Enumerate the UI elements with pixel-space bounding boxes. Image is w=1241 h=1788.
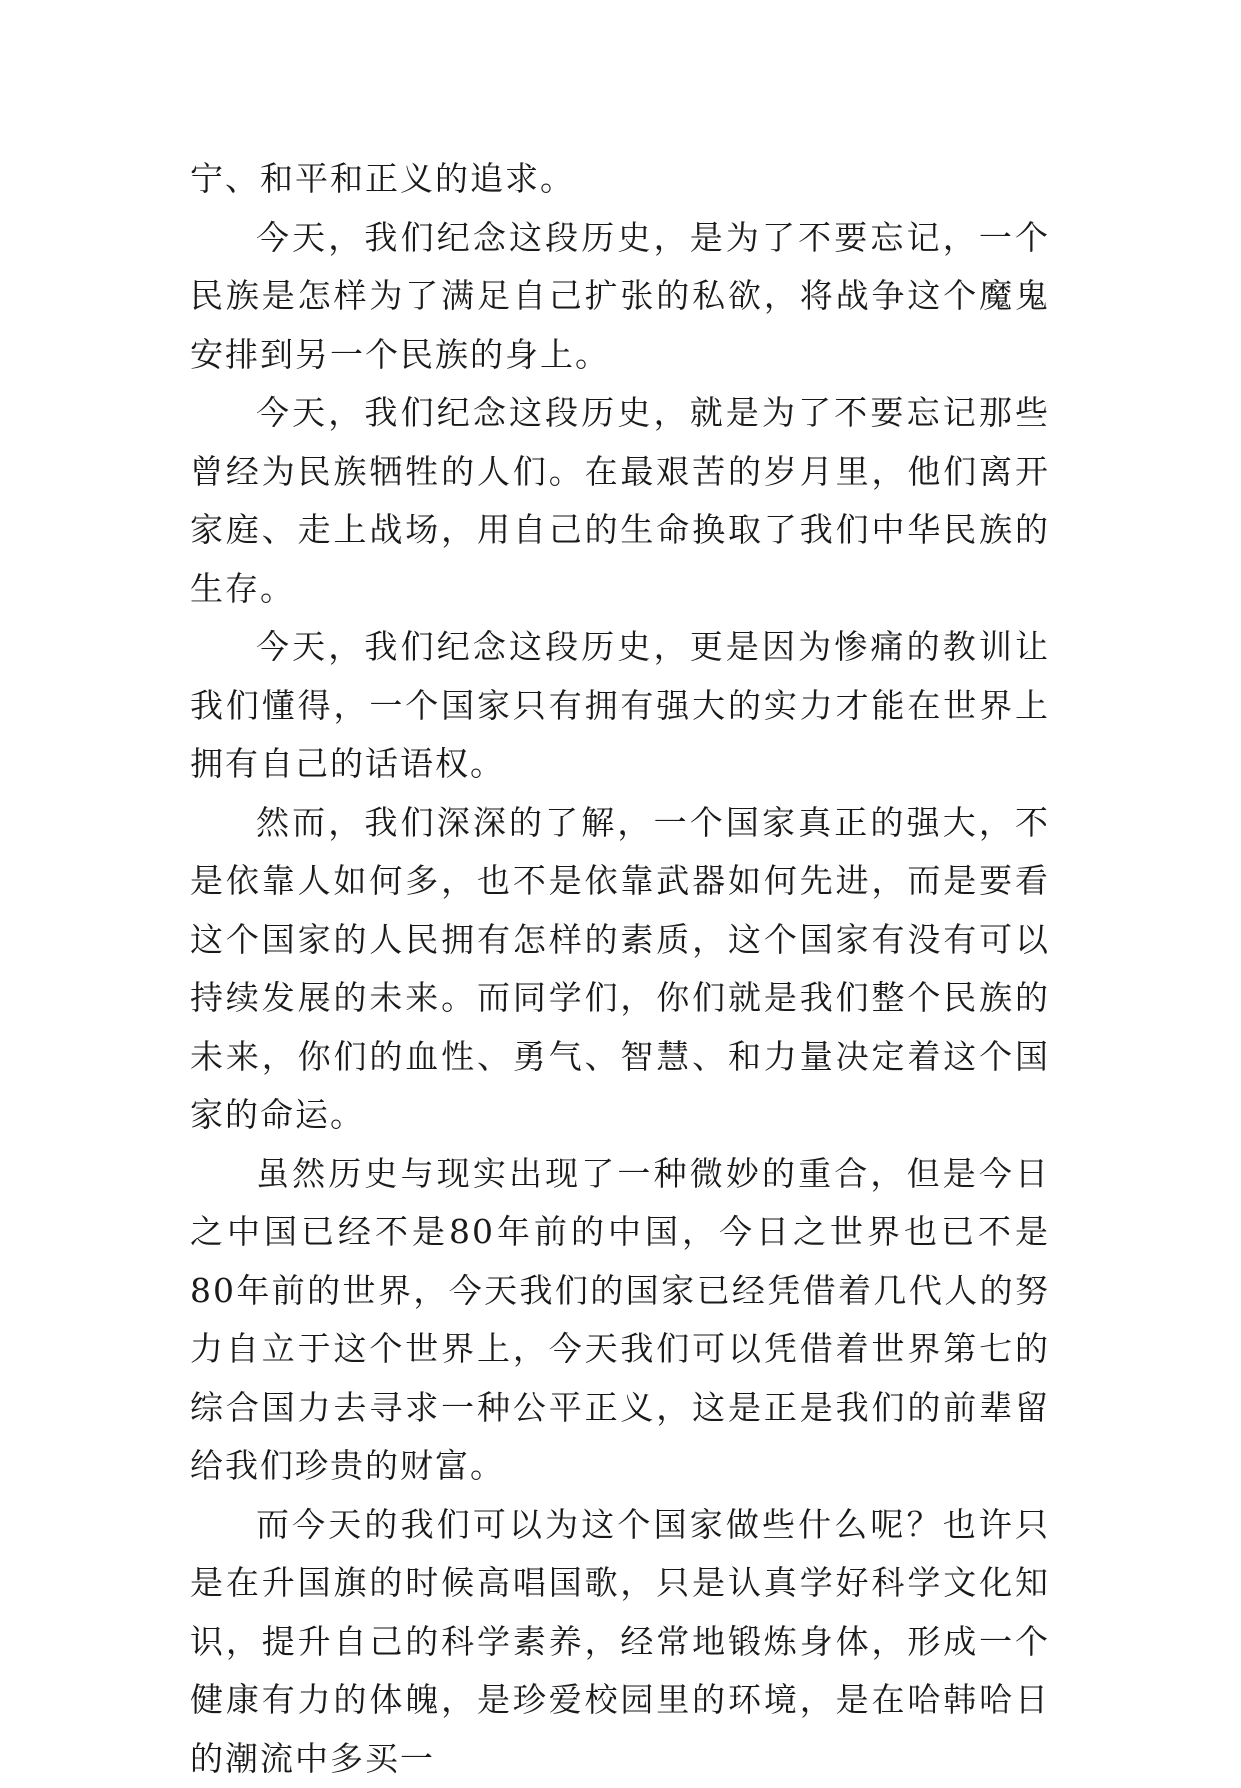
paragraph-continuation: 宁、和平和正义的追求。 [190,150,1050,209]
paragraph: 然而，我们深深的了解，一个国家真正的强大，不是依靠人如何多，也不是依靠武器如何先进，而是要看这个国家的人民拥有怎样的素质，这个国家有没有可以持续发展的未来。而同学们，你们就是我们整个民族的未来，你们的血性、勇气、智慧、和力量决定着这个国家的命运。 [190,794,1050,1145]
paragraph: 今天，我们纪念这段历史，就是为了不要忘记那些曾经为民族牺牲的人们。在最艰苦的岁月里，他们离开家庭、走上战场，用自己的生命换取了我们中华民族的生存。 [190,384,1050,618]
paragraph: 虽然历史与现实出现了一种微妙的重合，但是今日之中国已经不是80年前的中国，今日之世界也已不是80年前的世界，今天我们的国家已经凭借着几代人的努力自立于这个世界上，今天我们可以凭借着世界第七的综合国力去寻求一种公平正义，这是正是我们的前辈留给我们珍贵的财富。 [190,1145,1050,1496]
paragraph: 而今天的我们可以为这个国家做些什么呢？也许只是在升国旗的时候高唱国歌，只是认真学好科学文化知识，提升自己的科学素养，经常地锻炼身体，形成一个健康有力的体魄，是珍爱校园里的环境，是在哈韩哈日的潮流中多买一 [190,1496,1050,1788]
document-body [190,150,1050,1788]
paragraph: 今天，我们纪念这段历史，更是因为惨痛的教训让我们懂得，一个国家只有拥有强大的实力才能在世界上拥有自己的话语权。 [190,618,1050,794]
paragraph: 今天，我们纪念这段历史，是为了不要忘记，一个民族是怎样为了满足自己扩张的私欲，将战争这个魔鬼安排到另一个民族的身上。 [190,209,1050,385]
